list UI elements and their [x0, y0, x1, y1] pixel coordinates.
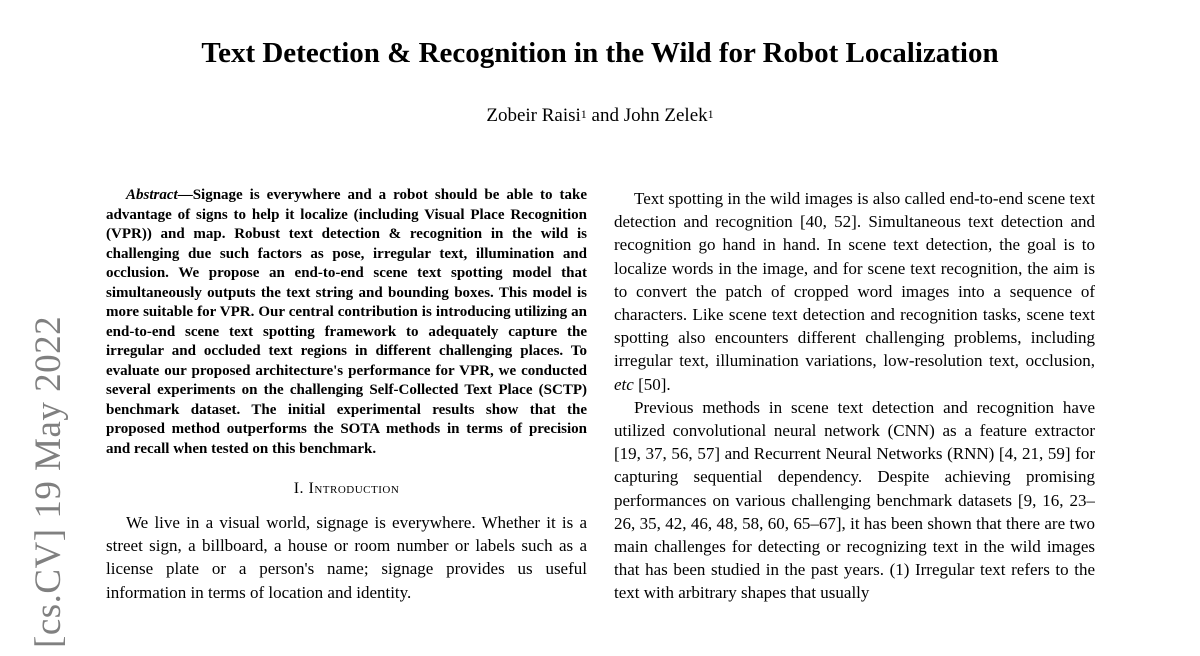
affiliation-mark: 1	[580, 107, 587, 121]
author-name: John Zelek	[623, 105, 708, 126]
paragraph-text: Text spotting in the wild images is also called end-to-end scene text detection and recognition [40, 52]. Simultaneous text detection and recognition go hand in hand. In scene text detection, the goal is to localize words in the image, and for scene text recognition, the aim is to convert the patch of cropped word images into a sequence of characters. Like scene text detection and recognition tasks, scene text spotting also encounters different challenging problems, including irregular text, illumination variations, low-resolution text, occlusion,	[614, 189, 1095, 371]
abstract	[106, 186, 587, 459]
intro-paragraph: We live in a visual world, signage is everywhere. Whether it is a street sign, a billboard, a house or room number or labels such as a license plate or a person's name; signage provides us useful information in terms of location and identity.	[106, 513, 587, 602]
author-joiner: and	[586, 105, 624, 126]
abstract-text: Signage is everywhere and a robot should be able to take advantage of signs to help it localize (including Visual Place Recognition (VPR)) and map. Robust text detection & recognition in the wild is challenging due such factors as pose, irregular text, illumination and occlusion. We propose an end-to-end scene text spotting model that simultaneously outputs the text string and bounding boxes. This model is more suitable for VPR. Our central contribution is introducing utilizing an end-to-end scene text spotting framework to adequately capture the irregular and occluded text regions in different challenging places. To evaluate our proposed architecture's performance for VPR, we conducted several experiments on the challenging Self-Collected Text Place (SCTP) benchmark dataset. The initial experimental results show that the proposed method outperforms the SOTA methods in terms of precision and recall when tested on this benchmark.	[106, 187, 587, 457]
abstract-dash: —	[177, 187, 193, 203]
arxiv-stamp: [cs.CV] 19 May 2022	[28, 315, 69, 648]
paper-title: Text Detection & Recognition in the Wild for Robot Localization	[201, 37, 999, 69]
abstract-label: Abstract	[126, 187, 178, 203]
left-column	[106, 186, 587, 656]
paragraph-tail: [50].	[633, 374, 671, 394]
section-heading-introduction: I. Introduction	[293, 480, 400, 497]
author-line	[0, 103, 1200, 129]
right-column	[614, 186, 1095, 656]
body-paragraph	[614, 187, 1095, 396]
body-paragraph: Previous methods in scene text detection and recognition have utilized convolutional neural network (CNN) as a feature extractor [19, 37, 56, 57] and Recurrent Neural Networks (RNN) [4, 21, 59] for capturing sequential dependency. Despite achieving promising performances on various challenging benchmark datasets [9, 16, 23–26, 35, 42, 46, 48, 58, 60, 65–67], it has been shown that there are two main challenges for detecting or recognizing text in the wild images that has been studied in the past years. (1) Irregular text refers to the text with arbitrary shapes that usually	[614, 397, 1095, 603]
author-name: Zobeir Raisi	[486, 105, 581, 126]
etc-italic: etc	[614, 374, 634, 394]
affiliation-mark: 1	[707, 107, 714, 121]
